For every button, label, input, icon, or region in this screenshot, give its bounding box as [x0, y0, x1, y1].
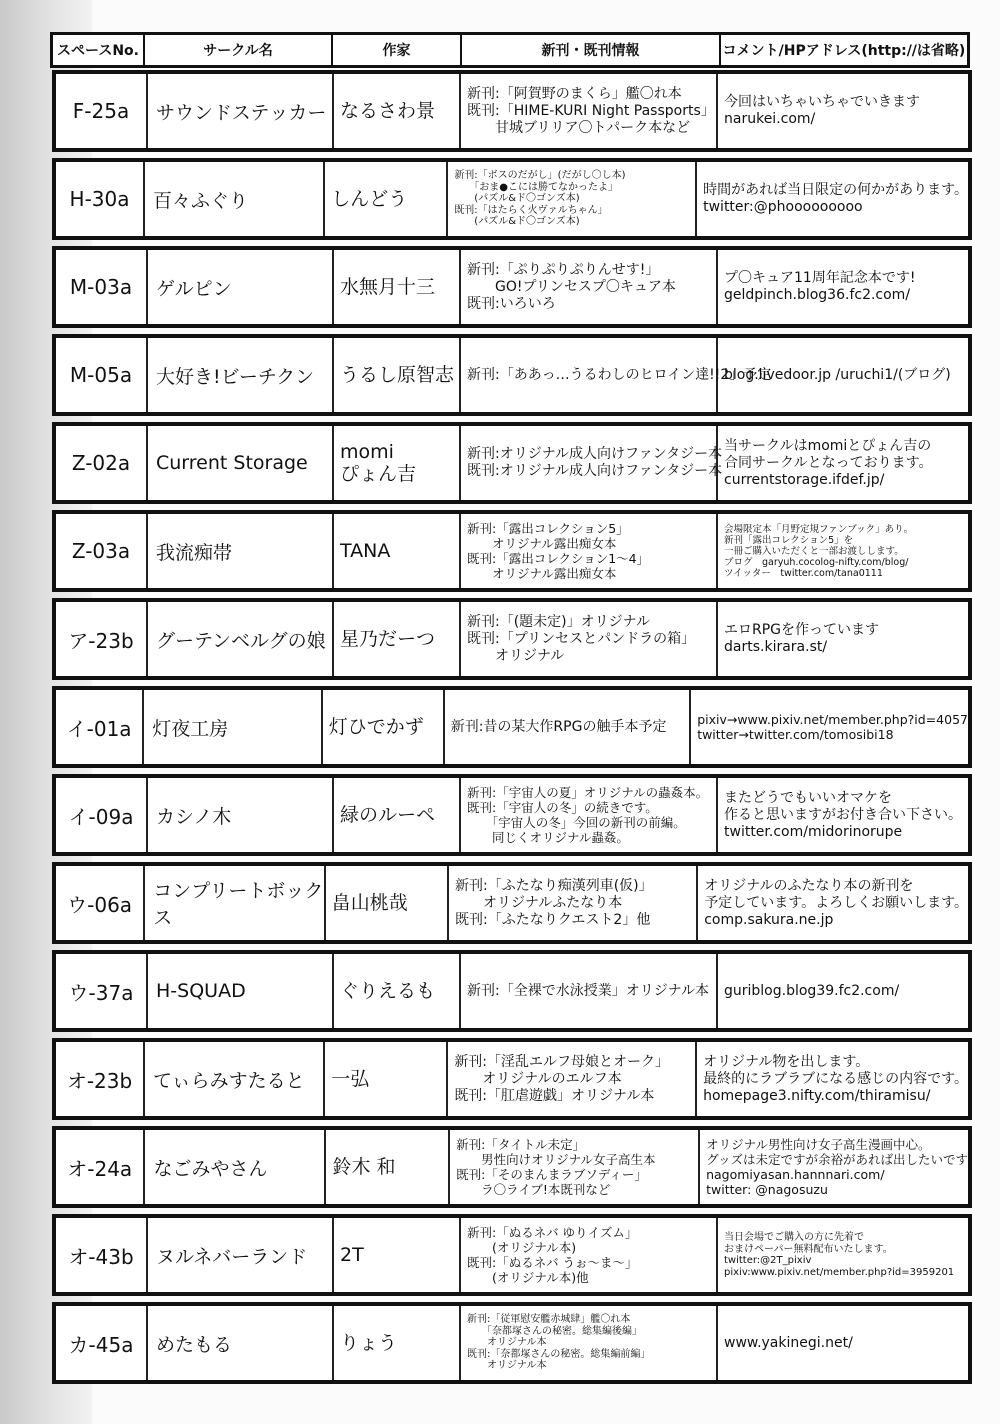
- circle-name: めたもる: [148, 1306, 334, 1380]
- comment-line: 最終的にラブラブになる感じの内容です。: [703, 1070, 968, 1087]
- space-number: イ-01a: [56, 690, 144, 764]
- release-info-line: 新刊:「淫乱エルフ母娘とオーク」: [454, 1053, 670, 1070]
- release-info-line: 新刊:「(題未定)」オリジナル: [467, 613, 650, 630]
- release-info: [461, 1218, 718, 1292]
- space-number: カ-45a: [56, 1306, 148, 1380]
- release-info-line: 新刊:「ぬるネバ ゆりイズム」: [467, 1225, 638, 1240]
- comment-line: 今回はいちゃいちゃでいきます: [724, 94, 920, 110]
- comment-url: [718, 1306, 968, 1380]
- author-line: ぐりえるも: [340, 980, 436, 1002]
- comment-line: www.yakinegi.net/: [724, 1334, 853, 1351]
- release-info-line: 新刊:「露出コレクション5」: [467, 521, 629, 536]
- table-row: [52, 334, 972, 416]
- release-info-line: 既刊:「露出コレクション1〜4」: [467, 551, 650, 566]
- space-number: H-30a: [56, 162, 145, 236]
- space-number: ウ-37a: [56, 954, 148, 1028]
- table-row: [52, 686, 972, 768]
- comment-line: blog.livedoor.jp /uruchi1/(ブログ): [724, 366, 951, 383]
- author-name: [334, 514, 461, 588]
- comment-line: おまけペーパー無料配布いたします。: [724, 1243, 893, 1255]
- circle-name: カシノ木: [148, 778, 334, 852]
- release-info-line: 既刊:「プリンセスとパンドラの箱」: [467, 630, 696, 647]
- release-info-line: (オリジナル本): [467, 1240, 577, 1255]
- table-row: [52, 774, 972, 856]
- comment-line: twitter→twitter.com/tomosibi18: [697, 727, 894, 742]
- comment-line: narukei.com/: [724, 111, 816, 127]
- release-info-line: 既刊:「ふたなりクエスト2」他: [455, 911, 651, 928]
- release-info: [461, 426, 723, 500]
- comment-line: 当サークルはmomiとぴょん吉の: [724, 437, 932, 454]
- comment-line: グッズは未定ですが余裕があれば出したいです: [706, 1152, 968, 1167]
- author-line: うるし原智志: [340, 364, 455, 386]
- comment-line: 時間があれば当日限定の何かがあります。: [703, 182, 968, 198]
- table-row: [52, 862, 972, 944]
- author-name: [334, 1218, 461, 1292]
- release-info: [461, 954, 718, 1028]
- space-number: オ-24a: [56, 1130, 145, 1204]
- release-info: [461, 1306, 718, 1380]
- comment-line: pixiv→www.pixiv.net/member.php?id=4057: [697, 712, 968, 727]
- author-line: 2T: [340, 1244, 364, 1266]
- release-info: [461, 338, 772, 412]
- comment-url: [718, 514, 968, 588]
- author-name: [334, 602, 461, 676]
- author-line: なるさわ景: [340, 100, 436, 122]
- author-line: 畠山桃哉: [331, 892, 408, 914]
- comment-line: currentstorage.ifdef.jp/: [724, 471, 885, 488]
- comment-line: twitter:@phooooooooo: [703, 199, 863, 215]
- table-header: [50, 32, 970, 68]
- release-info: [461, 602, 718, 676]
- space-number: オ-43b: [56, 1218, 148, 1292]
- author-name: [334, 426, 461, 500]
- release-info-line: 「おま●こには勝てなかったよ」: [454, 181, 619, 193]
- comment-url: [718, 250, 968, 324]
- header-circle-name: サークル名: [145, 35, 333, 65]
- comment-url: [698, 866, 968, 940]
- circle-name: 灯夜工房: [144, 690, 323, 764]
- circle-name: コンプリートボックス: [145, 866, 326, 940]
- release-info-line: 新刊:「ぷりぷりぷりんせす!」: [467, 261, 660, 278]
- comment-line: オリジナル男性向け女子高生漫画中心。: [706, 1137, 931, 1152]
- author-name: [323, 690, 445, 764]
- comment-url: [718, 954, 968, 1028]
- author-name: [326, 866, 449, 940]
- release-info-line: (パズル&ド〇ゴンズ本): [454, 216, 580, 228]
- table-row: [52, 70, 972, 152]
- release-info-line: 甘城ブリリア〇トパーク本など: [467, 119, 691, 136]
- comment-url: [718, 426, 968, 500]
- comment-line: 新刊「露出コレクション5」を: [724, 534, 854, 546]
- circle-name: サウンドステッカー: [148, 74, 334, 148]
- header-release-info: 新刊・既刊情報: [462, 35, 721, 65]
- comment-line: 会場限定本「月野定規ファンブック」あり。: [724, 523, 914, 535]
- author-line: りょう: [340, 1332, 398, 1354]
- comment-line: プ〇キュア11周年記念本です!: [724, 270, 916, 286]
- release-info-line: 男性向けオリジナル女子高生本: [456, 1152, 656, 1167]
- table-row: [52, 950, 972, 1032]
- release-info: [461, 74, 718, 148]
- table-row: [52, 510, 972, 592]
- release-info-line: (パズル&ド〇ゴンズ本): [454, 193, 580, 205]
- author-line: 水無月十三: [340, 276, 436, 298]
- release-info-line: 「奈都塚さんの秘密。総集編後編」: [467, 1325, 642, 1337]
- release-info-line: 新刊:「宇宙人の夏」オリジナルの蟲姦本。: [467, 785, 709, 800]
- release-info-line: (オリジナル本)他: [467, 1270, 589, 1285]
- table-row: [52, 158, 972, 240]
- release-info-line: 新刊:オリジナル成人向けファンタジー本: [467, 446, 723, 462]
- table-row: [52, 598, 972, 680]
- author-name: [325, 1042, 448, 1116]
- space-number: オ-23b: [56, 1042, 145, 1116]
- comment-line: 予定しています。よろしくお願いします。: [704, 894, 968, 911]
- header-space-no: スペースNo.: [53, 35, 145, 65]
- table-row: [52, 1214, 972, 1296]
- circle-name: てぃらみすたると: [145, 1042, 325, 1116]
- author-name: [334, 338, 461, 412]
- header-author: 作家: [333, 35, 462, 65]
- author-line: ぴょん吉: [340, 463, 417, 485]
- release-info-line: 新刊:昔の某大作RPGの触手本予定: [450, 718, 667, 735]
- release-info-line: 新刊:「ボスのだがし」(だがし〇し本): [454, 170, 626, 182]
- circle-name: ゲルピン: [148, 250, 334, 324]
- author-name: [326, 1130, 450, 1204]
- comment-line: guriblog.blog39.fc2.com/: [724, 982, 900, 999]
- release-info-line: 新刊:「タイトル未定」: [456, 1137, 586, 1152]
- comment-line: darts.kirara.st/: [724, 639, 828, 655]
- release-info: [448, 162, 697, 236]
- comment-line: twitter: @nagosuzu: [706, 1182, 828, 1197]
- comment-line: ツイッター twitter.com/tana0111: [724, 567, 883, 579]
- release-info-line: 既刊:いろいろ: [467, 295, 556, 312]
- comment-line: ブログ garyuh.cocolog-nifty.com/blog/: [724, 556, 909, 568]
- comment-url: [697, 1042, 968, 1116]
- release-info-line: 新刊:「全裸で水泳授業」オリジナル本: [467, 982, 710, 999]
- release-info: [449, 866, 698, 940]
- table-row: [52, 1126, 972, 1208]
- release-info: [450, 1130, 700, 1204]
- author-line: TANA: [340, 540, 391, 562]
- release-info-line: GO!プリンセスプ〇キュア本: [467, 278, 676, 295]
- space-number: イ-09a: [56, 778, 148, 852]
- comment-url: [718, 1218, 968, 1292]
- author-line: 星乃だーつ: [340, 628, 436, 650]
- space-number: ア-23b: [56, 602, 148, 676]
- table-row: [52, 422, 972, 504]
- circle-name: なごみやさん: [145, 1130, 326, 1204]
- comment-url: [718, 74, 968, 148]
- release-info: [445, 690, 691, 764]
- comment-line: またどうでもいいオマケを: [724, 789, 892, 806]
- release-info-line: オリジナル: [467, 647, 565, 664]
- author-line: 灯ひでかず: [328, 716, 424, 738]
- author-line: 緑のルーペ: [340, 804, 436, 826]
- release-info-line: オリジナル本: [467, 1360, 547, 1372]
- space-number: M-05a: [56, 338, 148, 412]
- table-row: [52, 246, 972, 328]
- space-number: Z-02a: [56, 426, 148, 500]
- table-row: [52, 1038, 972, 1120]
- circle-name: H-SQUAD: [148, 954, 334, 1028]
- release-info-line: ラ〇ライブ!本既刊など: [456, 1182, 611, 1197]
- circle-name: ヌルネバーランド: [148, 1218, 334, 1292]
- author-line: しんどう: [331, 188, 408, 210]
- release-info-line: 既刊:「HIME-KURI Night Passports」: [467, 102, 715, 119]
- author-name: [334, 1306, 461, 1380]
- comment-url: [697, 162, 968, 236]
- release-info-line: オリジナルふたなり本: [455, 894, 623, 911]
- comment-line: 作ると思いますがお付き合い下さい。: [724, 806, 962, 823]
- author-name: [334, 250, 461, 324]
- header-comment-url: コメント/HPアドレス(http://は省略): [722, 43, 966, 59]
- release-info-line: 既刊:「肛虐遊戯」オリジナル本: [454, 1087, 655, 1104]
- comment-line: 当日会場でご購入の方に先着で: [724, 1232, 864, 1243]
- circle-name: 百々ふぐり: [145, 162, 325, 236]
- release-info-line: 「宇宙人の冬」今回の新刊の前編。: [467, 815, 686, 830]
- author-line: 一弘: [331, 1068, 370, 1090]
- release-info-line: 既刊:「そのまんまラブソディー」: [456, 1167, 647, 1182]
- author-line: 鈴木 和: [332, 1156, 396, 1178]
- release-info: [461, 250, 718, 324]
- comment-line: 一冊ご購入いただくと一部お渡しします。: [724, 545, 904, 557]
- release-info-line: オリジナル露出痴女本: [467, 566, 617, 581]
- author-line: momi: [340, 441, 394, 463]
- comment-line: comp.sakura.ne.jp: [704, 911, 834, 928]
- release-info-line: 同じくオリジナル蟲姦。: [467, 830, 629, 845]
- release-info-line: 新刊:「ああっ…うるわしのヒロイン達!!2」予定: [467, 366, 772, 383]
- comment-line: geldpinch.blog36.fc2.com/: [724, 287, 911, 303]
- release-info-line: 既刊:「奈都塚さんの秘密。総集編前編」: [467, 1348, 651, 1360]
- circle-name: 我流痴帯: [148, 514, 334, 588]
- circle-name: Current Storage: [148, 426, 334, 500]
- comment-line: エロRPGを作っています: [724, 622, 880, 638]
- comment-line: オリジナル物を出します。: [703, 1053, 870, 1070]
- release-info-line: 新刊:「従軍慰安艦赤城肆」艦〇れ本: [467, 1314, 631, 1326]
- space-number: ウ-06a: [56, 866, 145, 940]
- release-info-line: オリジナル本: [467, 1337, 547, 1349]
- comment-url: [718, 338, 968, 412]
- space-number: M-03a: [56, 250, 148, 324]
- comment-line: twitter.com/midorinorupe: [724, 823, 903, 840]
- release-info-line: 既刊:「はたらく火ヴァルちゃん」: [454, 204, 608, 216]
- release-info: [448, 1042, 697, 1116]
- space-number: F-25a: [56, 74, 148, 148]
- comment-line: pixiv:www.pixiv.net/member.php?id=3959201: [724, 1266, 955, 1278]
- release-info-line: 既刊:オリジナル成人向けファンタジー本: [467, 463, 723, 479]
- release-info-line: 既刊:「ぬるネバ うぉ〜ま〜」: [467, 1255, 638, 1270]
- comment-url: [718, 602, 968, 676]
- comment-line: オリジナルのふたなり本の新刊を: [704, 877, 914, 894]
- release-info-line: 新刊:「阿賀野のまくら」艦〇れ本: [467, 85, 682, 102]
- comment-url: [718, 778, 968, 852]
- release-info-line: オリジナル露出痴女本: [467, 536, 617, 551]
- comment-line: homepage3.nifty.com/thiramisu/: [703, 1087, 931, 1104]
- comment-url: [700, 1130, 968, 1204]
- release-info-line: オリジナルのエルフ本: [454, 1070, 622, 1087]
- author-name: [334, 74, 461, 148]
- release-info-line: 既刊:「宇宙人の冬」の続きです。: [467, 800, 658, 815]
- author-name: [325, 162, 448, 236]
- circle-name: 大好き!ビーチクン: [148, 338, 334, 412]
- comment-line: twitter:@2T_pixiv: [724, 1255, 812, 1266]
- comment-line: nagomiyasan.hannnari.com/: [706, 1167, 885, 1182]
- release-info: [461, 778, 718, 852]
- release-info-line: 新刊:「ふたなり痴漢列車(仮)」: [455, 877, 653, 894]
- author-name: [334, 778, 461, 852]
- comment-url: [691, 690, 968, 764]
- space-number: Z-03a: [56, 514, 148, 588]
- circle-name: グーテンベルグの娘: [148, 602, 334, 676]
- comment-line: 合同サークルとなっております。: [724, 454, 933, 471]
- release-info: [461, 514, 718, 588]
- author-name: [334, 954, 461, 1028]
- table-row: [52, 1302, 972, 1384]
